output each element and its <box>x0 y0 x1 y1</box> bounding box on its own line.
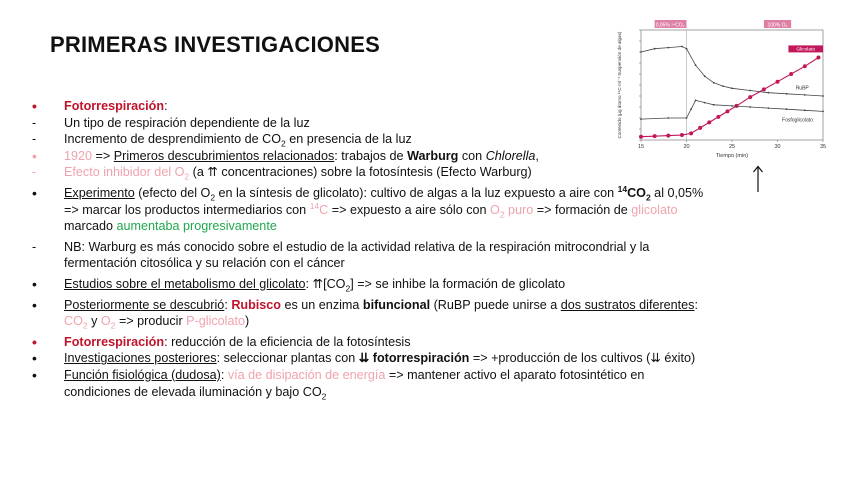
text: Primeros descubrimientos relacionados <box>113 148 335 163</box>
term-fotorrespiracion: Fotorrespiración <box>64 99 165 113</box>
data-point <box>713 82 715 84</box>
text: marcado <box>64 219 117 234</box>
text: en presencia de la luz <box>285 132 412 147</box>
text: es un enzima <box>281 297 363 312</box>
dash-bullet: - <box>32 115 37 130</box>
subscript: 2 <box>321 391 327 402</box>
text: bifuncional <box>362 297 431 312</box>
list-item <box>32 276 832 293</box>
bullet-list <box>32 98 832 400</box>
text: Investigaciones posteriores <box>64 351 217 366</box>
text: => producir <box>115 314 187 329</box>
text: (efecto del O <box>134 185 211 200</box>
data-point <box>804 94 806 96</box>
text: Experimento <box>64 185 135 200</box>
text: => formación de <box>533 202 632 217</box>
text: Posteriormente se descubrió <box>64 297 225 312</box>
term-fotorrespiracion: Fotorrespiración <box>64 334 165 349</box>
bullet-icon: • <box>32 366 37 383</box>
subscript: 2 <box>345 283 351 294</box>
text: , <box>535 148 539 163</box>
series-label: Fosfoglicolato <box>782 117 813 124</box>
x-tick-label: 20 <box>683 144 690 150</box>
text: NB: Warburg es más conocido sobre el estudio de la actividad relativa de la respiración mitrocondrial y la <box>64 239 650 254</box>
subscript: 2 <box>645 192 651 203</box>
text: ⇊ fotorrespiración <box>358 351 470 366</box>
slide-title: PRIMERAS INVESTIGACIONES <box>50 32 380 57</box>
header-label: 100% O₂ <box>767 22 788 29</box>
bullet-icon: • <box>32 275 37 292</box>
list-item <box>32 164 832 181</box>
x-tick-label: 15 <box>637 144 645 150</box>
data-point <box>640 51 642 53</box>
bullet-icon: • <box>32 147 37 164</box>
text: condiciones de elevada iluminación y bajo CO <box>64 384 322 399</box>
data-point <box>762 87 766 91</box>
text: : <box>224 297 232 312</box>
text: : <box>694 297 698 312</box>
data-point <box>704 75 706 77</box>
x-tick-label: 30 <box>774 144 781 150</box>
x-tick-label: 35 <box>819 144 827 150</box>
data-point <box>803 64 807 68</box>
text: => +producción de los cultivos (⇊ éxito) <box>469 351 696 366</box>
text: (RuBP puede unirse a <box>430 297 561 312</box>
text: (a ⇈ concentraciones) sobre la fotosíntesis (Efecto Warburg) <box>189 165 532 180</box>
x-axis-label: Tiempo (min) <box>715 153 749 159</box>
text: puro <box>504 202 534 217</box>
list-item <box>32 131 832 148</box>
data-point <box>822 95 824 97</box>
dash-bullet: - <box>32 132 37 147</box>
text: en la síntesis de glicolato): cultivo de algas a la luz expuesto a aire con <box>215 185 618 200</box>
text: O <box>490 202 500 217</box>
text: glicolato <box>631 202 678 217</box>
term-rubisco: Rubisco <box>231 297 281 312</box>
year: 1920 <box>64 148 93 163</box>
text: Incremento de desprendimiento de CO <box>64 132 282 147</box>
text: : reducción de la eficiencia de la fotosíntesis <box>164 334 411 349</box>
text: ] => se inhibe la formación de glicolato <box>350 276 566 291</box>
list-item <box>32 115 832 132</box>
list-item <box>32 185 832 235</box>
data-point <box>695 64 697 66</box>
text: => <box>92 148 114 163</box>
text: : ⇈[CO <box>305 276 346 291</box>
text: => mantener activo el aparato fotosintético en <box>385 367 645 382</box>
text: Función fisiológica <box>64 367 172 382</box>
species-name: Chlorella <box>485 148 536 163</box>
text: Un tipo de respiración dependiente de la luz <box>64 115 310 130</box>
data-point <box>776 80 780 84</box>
text: (dudosa) <box>171 367 221 382</box>
data-point <box>667 47 669 49</box>
subscript: 2 <box>210 192 216 203</box>
data-point <box>786 93 788 95</box>
bullet-icon: • <box>32 296 37 313</box>
text: CO <box>64 314 83 329</box>
text: : <box>164 99 168 113</box>
subscript: 2 <box>499 209 505 220</box>
bullet-icon: • <box>32 333 37 350</box>
data-point <box>686 48 688 50</box>
subscript: 2 <box>281 138 286 149</box>
text: Warburg <box>407 148 459 163</box>
data-point <box>768 92 770 94</box>
list-item <box>32 367 832 400</box>
text: O <box>100 314 111 329</box>
text: Estudios sobre el metabolismo del glicolato <box>64 276 306 291</box>
data-point <box>816 56 820 60</box>
text: => marcar los productos intermediarios con <box>64 202 310 217</box>
text: dos sustratos diferentes <box>560 297 695 312</box>
data-point <box>722 85 724 87</box>
text: vía de disipación de energía <box>227 367 386 382</box>
series-label: RuBP <box>795 85 809 92</box>
list-item <box>32 239 832 272</box>
bullet-icon: • <box>32 350 37 367</box>
list-item <box>32 148 832 165</box>
bullet-icon: • <box>32 98 37 114</box>
text: : <box>220 367 228 382</box>
bullet-icon: • <box>32 184 37 201</box>
header-label: 0,05% ¹⁴CO₂ <box>655 22 685 29</box>
data-point <box>681 46 683 48</box>
text: : seleccionar plantas con <box>216 351 359 366</box>
series-label: Glicolato <box>796 47 816 53</box>
dash-bullet: - <box>32 239 37 254</box>
text: fermentación citosólica y su relación con el cáncer <box>64 256 345 271</box>
text: => expuesto a aire sólo con <box>328 202 491 217</box>
data-point <box>654 48 656 50</box>
data-point <box>749 90 751 92</box>
text: ) <box>244 314 250 329</box>
superscript: 14 <box>309 200 320 211</box>
x-tick-label: 25 <box>728 144 736 150</box>
text: aumentaba progresivamente <box>116 219 277 234</box>
data-point <box>789 72 793 76</box>
list-item <box>32 297 832 330</box>
text: C <box>319 202 329 217</box>
dash-bullet: - <box>32 165 37 180</box>
superscript: 14 <box>617 183 628 194</box>
subscript: 2 <box>82 320 88 331</box>
text: con <box>458 148 486 163</box>
text: y <box>87 314 101 329</box>
text: CO <box>627 185 646 200</box>
text: P-glicolato <box>186 314 245 329</box>
text: al 0,05% <box>650 185 704 200</box>
list-item <box>32 334 832 351</box>
list-item <box>32 350 832 367</box>
y-axis-label: Contenido (µg átomo ¹⁴C·ml⁻¹ Suspensión de algas) <box>617 31 622 139</box>
data-point <box>731 87 733 89</box>
text: Efecto inhibidor del O <box>64 165 185 180</box>
list-item <box>32 98 832 115</box>
text: : trabajos de <box>334 148 408 163</box>
subscript: 2 <box>184 171 190 182</box>
subscript: 2 <box>110 320 116 331</box>
